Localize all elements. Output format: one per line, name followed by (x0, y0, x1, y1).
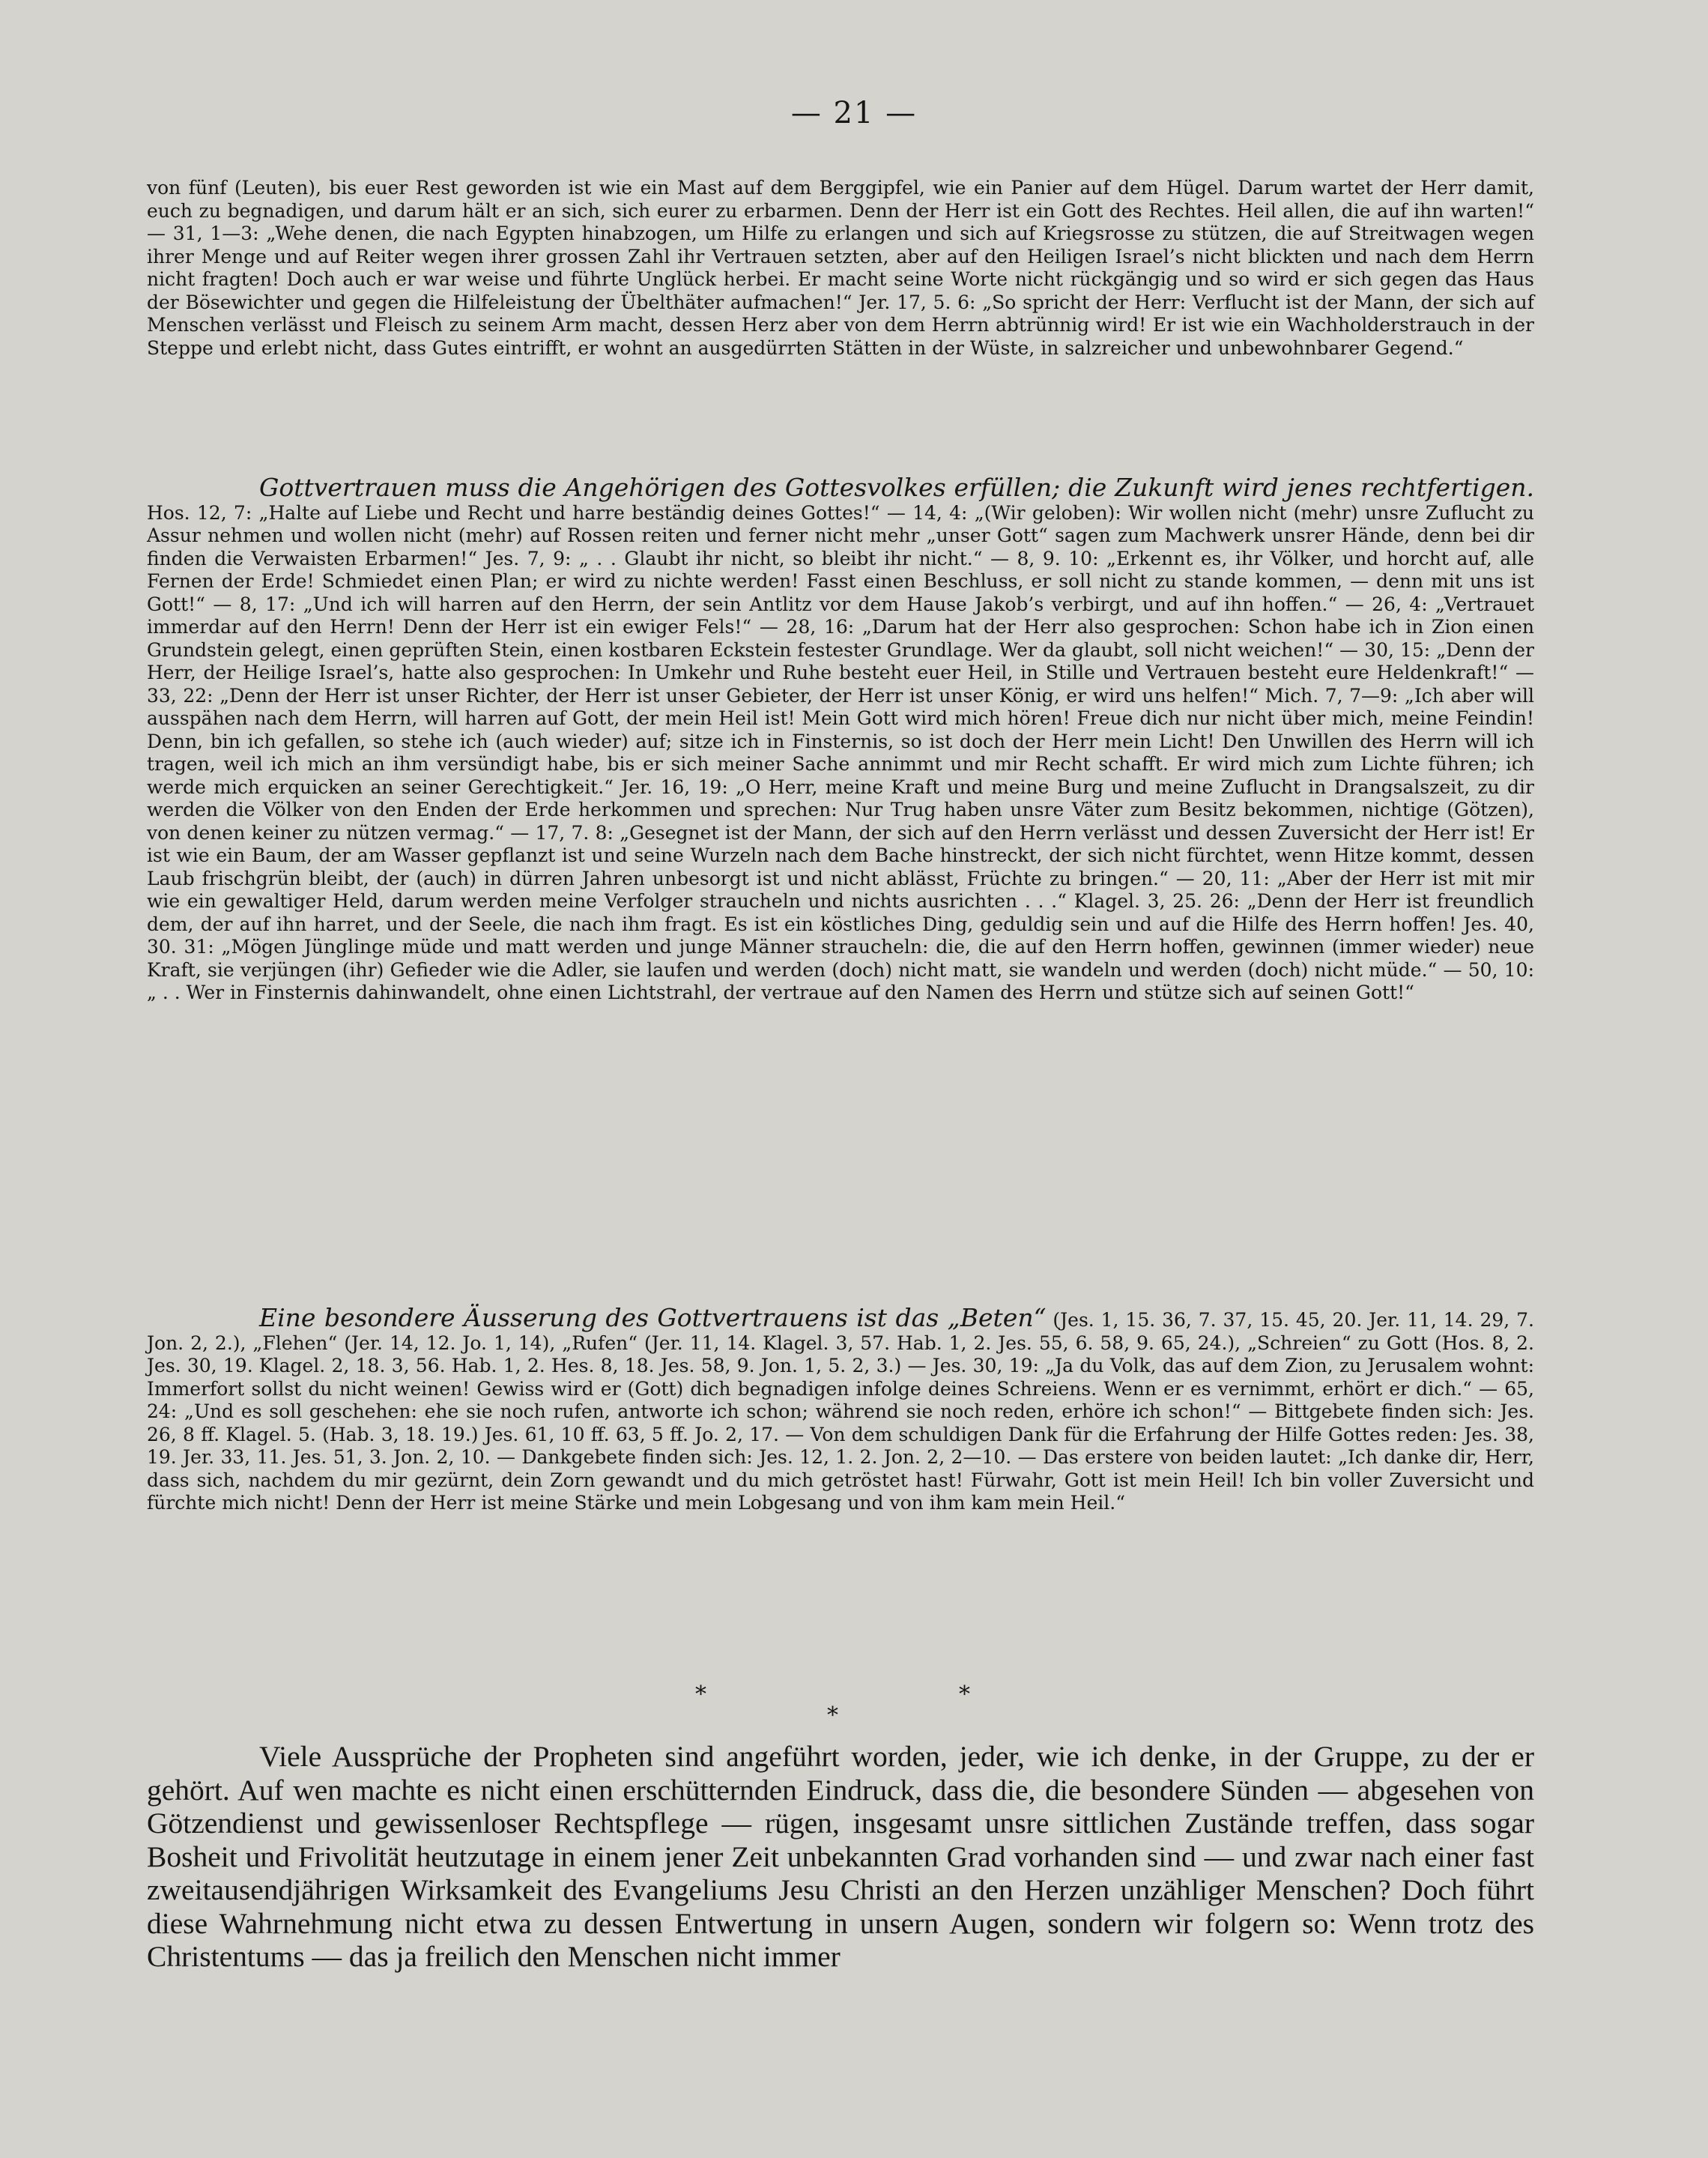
paragraph-lead-italic: Eine besondere Äusserung des Gottvertrauens ist das „Beten“ (259, 1303, 1047, 1332)
asterisk: * (959, 1681, 970, 1708)
paragraph-prophets-summary (147, 1740, 1534, 1974)
asterisk: * (695, 1681, 706, 1708)
paragraph-quotations-end (147, 177, 1534, 360)
paragraph-text: von fünf (Leuten), bis euer Rest geworden ist wie ein Mast auf dem Berggipfel, wie ein Panier auf dem Hügel. Darum wartet der Herr damit, euch zu begnadigen, und darum hält er an sich, sich eurer zu erbarmen. Denn der Herr ist ein Gott des Rechtes. Heil allen, die auf ihn warten!“ — 31, 1—3: „Wehe denen, die nach Egypten hinabzogen, um Hilfe zu erlangen und sich auf Kriegsrosse zu stützen, die auf Streitwagen wegen ihrer Menge und auf Reiter wegen ihrer grossen Zahl ihr Vertrauen setzten, aber auf den Heiligen Israel’s nicht blickten und nach dem Herrn nicht fragten! Doch auch er war weise und führte Unglück herbei. Er macht seine Worte nicht rückgängig und so wird er sich gegen das Haus der Bösewichter und gegen die Hilfeleistung der Übelthäter aufmachen!“ Jer. 17, 5. 6: „So spricht der Herr: Verflucht ist der Mann, der sich auf Menschen verlässt und Fleisch zu seinem Arm macht, dessen Herz aber von dem Herrn abtrünnig wird! Er ist wie ein Wachholderstrauch in der Steppe und erlebt nicht, dass Gutes eintrifft, er wohnt an ausgedürrten Stätten in der Wüste, in salzreicher und unbewohnbarer Gegend.“ (147, 177, 1534, 359)
paragraph-lead-italic: Gottvertrauen muss die Angehörigen des Gottesvolkes erfüllen; die Zukunft wird jenes rechtfertigen. (259, 473, 1534, 502)
paragraph-beten (147, 1303, 1534, 1515)
paragraph-text: (Jes. 1, 15. 36, 7. 37, 15. 45, 20. Jer. 11, 14. 29, 7. Jon. 2, 2.), „Flehen“ (Jer. 14, 12. Jo. 1, 14), „Rufen“ (Jer. 11, 14. Klagel. 3, 57. Hab. 1, 2. Jes. 55, 6. 58, 9. 65, 24.), „Schreien“ zu Gott (Hos. 8, 2. Jes. 30, 19. Klagel. 2, 18. 3, 56. Hab. 1, 2. Hes. 8, 18. Jes. 58, 9. Jon. 1, 5. 2, 3.) — Jes. 30, 19: „Ja du Volk, das auf dem Zion, zu Jerusalem wohnt: Immerfort sollst du nicht weinen! Gewiss wird er (Gott) dich begnadigen infolge deines Schreiens. Wenn er es vernimmt, erhört er dich.“ — 65, 24: „Und es soll geschehen: ehe sie noch rufen, antworte ich schon; während sie noch reden, erhöre ich schon!“ — Bittgebete finden sich: Jes. 26, 8 ff. Klagel. 5. (Hab. 3, 18. 19.) Jes. 61, 10 ff. 63, 5 ff. Jo. 2, 17. — Von dem schuldigen Dank für die Erfahrung der Hilfe Gottes reden: Jes. 38, 19. Jer. 33, 11. Jes. 51, 3. Jon. 2, 10. — Dankgebete finden sich: Jes. 12, 1. 2. Jon. 2, 2—10. — Das erstere von beiden lautet: „Ich danke dir, Herr, dass sich, nachdem du mir gezürnt, dein Zorn gewandt und du mich getröstet hast! Fürwahr, Gott ist mein Heil! Ich bin voller Zuversicht und fürchte mich nicht! Denn der Herr ist meine Stärke und mein Lobgesang und von ihm kam mein Heil.“ (147, 1309, 1534, 1514)
page-number: — 21 — (790, 96, 918, 130)
paragraph-gottvertrauen (147, 473, 1534, 1005)
paragraph-text: Viele Aussprüche der Propheten sind angeführt worden, jeder, wie ich denke, in der Gruppe, zu der er gehört. Auf wen machte es nicht einen erschütternden Eindruck, dass die, die besondere Sünden — abgesehen von Götzendienst und gewissenloser Rechtspflege — rügen, insgesamt unsre sittlichen Zustände treffen, dass sogar Bosheit und Frivolität heutzutage in einem jener Zeit unbekannten Grad vorhanden sind — und zwar nach einer fast zweitausendjährigen Wirksamkeit des Evangeliums Jesu Christi an den Herzen unzähliger Menschen? Doch führt diese Wahrnehmung nicht etwa zu dessen Entwertung in unsern Augen, sondern wir folgern so: Wenn trotz des Christentums — das ja freilich den Menschen nicht immer (147, 1740, 1534, 1973)
paragraph-text: Hos. 12, 7: „Halte auf Liebe und Recht und harre beständig deines Gottes!“ — 14, 4: „(Wir geloben): Wir wollen nicht (mehr) unsre Zuflucht zu Assur nehmen und wollen nicht (mehr) auf Rossen reiten und ferner nicht mehr „unser Gott“ sagen zum Machwerk unsrer Hände, denn bei dir finden die Verwaisten Erbarmen!“ Jes. 7, 9: „ . . Glaubt ihr nicht, so bleibt ihr nicht.“ — 8, 9. 10: „Erkennt es, ihr Völker, und horcht auf, alle Fernen der Erde! Schmiedet einen Plan; er wird zu nichte werden! Fasst einen Beschluss, er soll nicht zu stande kommen, — denn mit uns ist Gott!“ — 8, 17: „Und ich will harren auf den Herrn, der sein Antlitz vor dem Hause Jakob’s verbirgt, und auf ihn hoffen.“ — 26, 4: „Vertrauet immerdar auf den Herrn! Denn der Herr ist ein ewiger Fels!“ — 28, 16: „Darum hat der Herr also gesprochen: Schon habe ich in Zion einen Grundstein gelegt, einen geprüften Stein, einen kostbaren Eckstein festester Grundlage. Wer da glaubt, soll nicht weichen!“ — 30, 15: „Denn der Herr, der Heilige Israel’s, hatte also gesprochen: In Umkehr und Ruhe besteht euer Heil, in Stille und Vertrauen besteht eure Heldenkraft!“ — 33, 22: „Denn der Herr ist unser Richter, der Herr ist unser Gebieter, der Herr ist unser König, er wird uns helfen!“ Mich. 7, 7—9: „Ich aber will ausspähen nach dem Herrn, will harren auf Gott, der mein Heil ist! Mein Gott wird mich hören! Freue dich nur nicht über mich, meine Feindin! Denn, bin ich gefallen, so stehe ich (auch wieder) auf; sitze ich in Finsternis, so ist doch der Herr mein Licht! Den Unwillen des Herrn will ich tragen, weil ich mich an ihm versündigt habe, bis er sich meiner Sache annimmt und mir Recht schafft. Er wird mich zum Lichte führen; ich werde mich erquicken an seiner Gerechtigkeit.“ Jer. 16, 19: „O Herr, meine Kraft und meine Burg und meine Zuflucht in Drangsalszeit, zu dir werden die Völker von den Enden der Erde herkommen und sprechen: Nur Trug haben unsre Väter zum Besitz bekommen, nichtige (Götzen), von denen keiner zu nützen vermag.“ — 17, 7. 8: „Gesegnet ist der Mann, der sich auf den Herrn verlässt und dessen Zuversicht der Herr ist! Er ist wie ein Baum, der am Wasser gepflanzt ist und seine Wurzeln nach dem Bache hinstreckt, der sich nicht fürchtet, wenn Hitze kommt, dessen Laub frischgrün bleibt, der (auch) in dürren Jahren unbesorgt ist und nicht ablässt, Früchte zu bringen.“ — 20, 11: „Aber der Herr ist mit mir wie ein gewaltiger Held, darum werden meine Verfolger straucheln und nichts ausrichten . . .“ Klagel. 3, 25. 26: „Denn der Herr ist freundlich dem, der auf ihn harret, und der Seele, die nach ihm fragt. Es ist ein köstliches Ding, geduldig sein und auf die Hilfe des Herrn hoffen! Jes. 40, 30. 31: „Mögen Jünglinge müde und matt werden und junge Männer straucheln: die, die auf den Herrn hoffen, gewinnen (immer wieder) neue Kraft, sie verjüngen (ihr) Gefieder wie die Adler, sie laufen und werden (doch) nicht matt, sie wandeln und werden (doch) nicht müde.“ — 50, 10: „ . . Wer in Finsternis dahinwandelt, ohne einen Lichtstrahl, der vertraue auf den Namen des Herrn und stütze sich auf seinen Gott!“ (147, 501, 1534, 1003)
asterisk: * (827, 1702, 838, 1729)
section-divider-asterisks (0, 1681, 1708, 1741)
